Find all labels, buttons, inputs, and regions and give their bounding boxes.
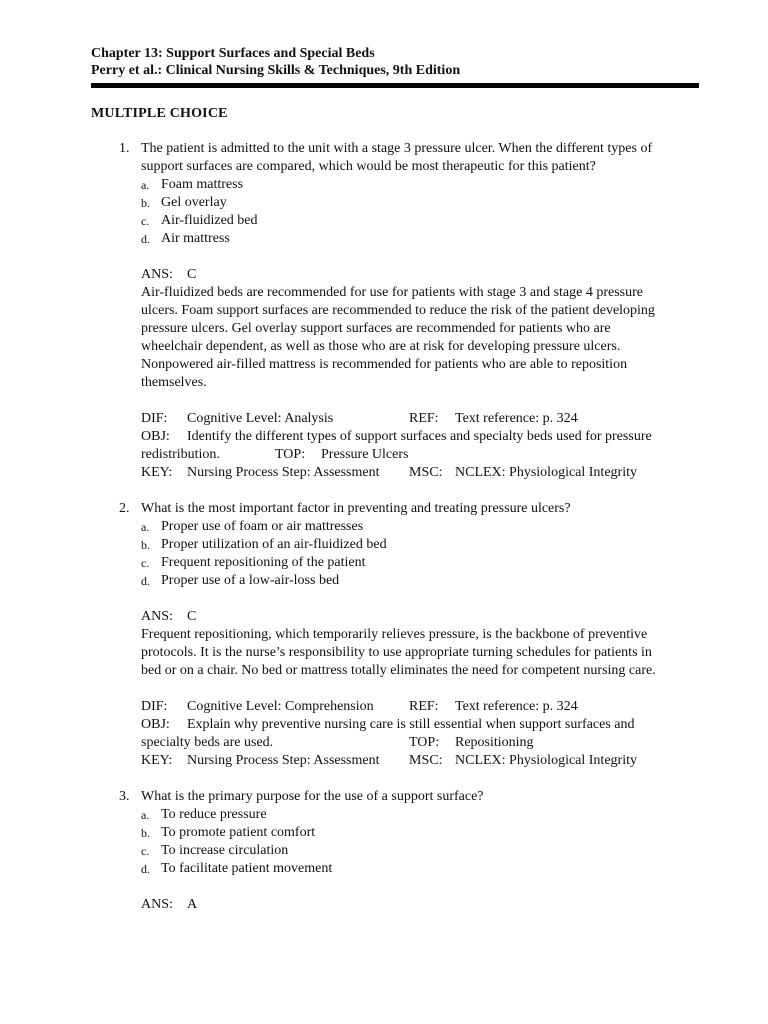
section-heading: MULTIPLE CHOICE — [91, 106, 228, 121]
chapter-title: Chapter 13: Support Surfaces and Special Beds — [91, 46, 375, 61]
answer-value: A — [187, 897, 198, 912]
option-c — [141, 842, 699, 860]
option-b — [141, 194, 699, 212]
answer-label: ANS: — [141, 897, 173, 912]
dif-value: Cognitive Level: Comprehension — [187, 699, 374, 714]
rationale — [141, 284, 699, 392]
document-page — [91, 45, 699, 914]
key-msc-row — [141, 464, 699, 482]
option-letter: c. — [141, 214, 150, 228]
rationale-line: ulcers. Foam support surfaces are recommended to reduce the risk of the patient developing — [141, 303, 655, 318]
rationale-line: pressure ulcers. Gel overlay support surfaces are recommended for patients who are — [141, 321, 611, 336]
book-title: Perry et al.: Clinical Nursing Skills & Techniques, 9th Edition — [91, 63, 461, 78]
ref-field — [409, 698, 578, 716]
option-text: Foam mattress — [161, 177, 244, 192]
option-text: To reduce pressure — [161, 807, 267, 822]
option-letter: b. — [141, 196, 150, 210]
option-letter: d. — [141, 574, 150, 588]
option-text: Air mattress — [161, 231, 230, 246]
msc-field — [409, 752, 637, 770]
key-msc-row — [141, 752, 699, 770]
option-letter: a. — [141, 808, 150, 822]
option-text: Proper use of foam or air mattresses — [161, 519, 364, 534]
obj-label: OBJ: — [141, 717, 170, 732]
option-letter: b. — [141, 826, 150, 840]
option-text: Frequent repositioning of the patient — [161, 555, 366, 570]
top-field — [409, 734, 534, 752]
rationale-line: protocols. It is the nurse’s responsibility to use appropriate turning schedules for patients in — [141, 645, 652, 660]
option-letter: b. — [141, 538, 150, 552]
obj-text: redistribution. — [141, 447, 220, 462]
option-letter: c. — [141, 556, 150, 570]
rationale — [141, 626, 699, 680]
option-text: To increase circulation — [161, 843, 289, 858]
obj-text: specialty beds are used. — [141, 735, 274, 750]
option-text: Proper use of a low-air-loss bed — [161, 573, 340, 588]
obj-top-row — [141, 446, 699, 464]
top-label: TOP: — [275, 447, 306, 462]
top-value: Pressure Ulcers — [321, 447, 409, 462]
dif-label: DIF: — [141, 411, 168, 426]
ref-field — [409, 410, 578, 428]
option-a — [141, 518, 699, 536]
question-metadata — [141, 698, 699, 770]
ref-label: REF: — [409, 411, 439, 426]
top-value: Repositioning — [455, 735, 534, 750]
answer-value: C — [187, 267, 197, 282]
option-c — [141, 554, 699, 572]
question-stem-line: What is the most important factor in preventing and treating pressure ulcers? — [141, 501, 571, 516]
ref-value: Text reference: p. 324 — [455, 699, 578, 714]
obj-row — [141, 716, 699, 734]
option-letter: d. — [141, 232, 150, 246]
key-label: KEY: — [141, 753, 173, 768]
option-b — [141, 536, 699, 554]
question-number: 2. — [119, 501, 130, 516]
option-letter: a. — [141, 178, 150, 192]
answer — [141, 266, 699, 284]
option-d — [141, 572, 699, 590]
option-text: To facilitate patient movement — [161, 861, 333, 876]
msc-label: MSC: — [409, 753, 443, 768]
option-a — [141, 806, 699, 824]
option-letter: a. — [141, 520, 150, 534]
rationale-line: Air-fluidized beds are recommended for use for patients with stage 3 and stage 4 pressure — [141, 285, 643, 300]
answer — [141, 608, 699, 626]
obj-top-row — [141, 734, 699, 752]
question-metadata — [141, 410, 699, 482]
dif-ref-row — [141, 410, 699, 428]
option-letter: d. — [141, 862, 150, 876]
obj-text: Explain why preventive nursing care is still essential when support surfaces and — [187, 717, 635, 732]
question-stem-line: support surfaces are compared, which would be most therapeutic for this patient? — [141, 159, 596, 174]
header-rule — [91, 83, 699, 88]
answer-value: C — [187, 609, 197, 624]
key-label: KEY: — [141, 465, 173, 480]
option-text: Proper utilization of an air-fluidized bed — [161, 537, 387, 552]
obj-label: OBJ: — [141, 429, 170, 444]
question-3 — [91, 788, 699, 914]
dif-ref-row — [141, 698, 699, 716]
answer — [141, 896, 699, 914]
msc-value: NCLEX: Physiological Integrity — [455, 753, 637, 768]
option-text: To promote patient comfort — [161, 825, 316, 840]
key-value: Nursing Process Step: Assessment — [187, 465, 380, 480]
obj-text: Identify the different types of support surfaces and specialty beds used for pressure — [187, 429, 652, 444]
rationale-line: themselves. — [141, 375, 207, 390]
rationale-line: Frequent repositioning, which temporarily relieves pressure, is the backbone of preventive — [141, 627, 648, 642]
question-1 — [91, 140, 699, 482]
msc-label: MSC: — [409, 465, 443, 480]
ref-label: REF: — [409, 699, 439, 714]
option-text: Air-fluidized bed — [161, 213, 258, 228]
msc-field — [409, 464, 637, 482]
option-b — [141, 824, 699, 842]
dif-label: DIF: — [141, 699, 168, 714]
obj-row — [141, 428, 699, 446]
answer-label: ANS: — [141, 267, 173, 282]
dif-value: Cognitive Level: Analysis — [187, 411, 334, 426]
top-field — [275, 446, 408, 464]
option-d — [141, 230, 699, 248]
question-2 — [91, 500, 699, 770]
option-c — [141, 212, 699, 230]
question-number: 3. — [119, 789, 130, 804]
ref-value: Text reference: p. 324 — [455, 411, 578, 426]
rationale-line: bed or on a chair. No bed or mattress totally eliminates the need for competent nursing care. — [141, 663, 656, 678]
rationale-line: wheelchair dependent, as well as those who are at risk for developing pressure ulcers. — [141, 339, 621, 354]
key-value: Nursing Process Step: Assessment — [187, 753, 380, 768]
option-text: Gel overlay — [161, 195, 227, 210]
option-letter: c. — [141, 844, 150, 858]
rationale-line: Nonpowered air-filled mattress is recommended for patients who are able to reposition — [141, 357, 628, 372]
question-number: 1. — [119, 141, 130, 156]
answer-label: ANS: — [141, 609, 173, 624]
option-d — [141, 860, 699, 878]
question-stem-line: The patient is admitted to the unit with a stage 3 pressure ulcer. When the different types of — [141, 141, 653, 156]
msc-value: NCLEX: Physiological Integrity — [455, 465, 637, 480]
question-stem-line: What is the primary purpose for the use of a support surface? — [141, 789, 484, 804]
top-label: TOP: — [409, 735, 440, 750]
option-a — [141, 176, 699, 194]
